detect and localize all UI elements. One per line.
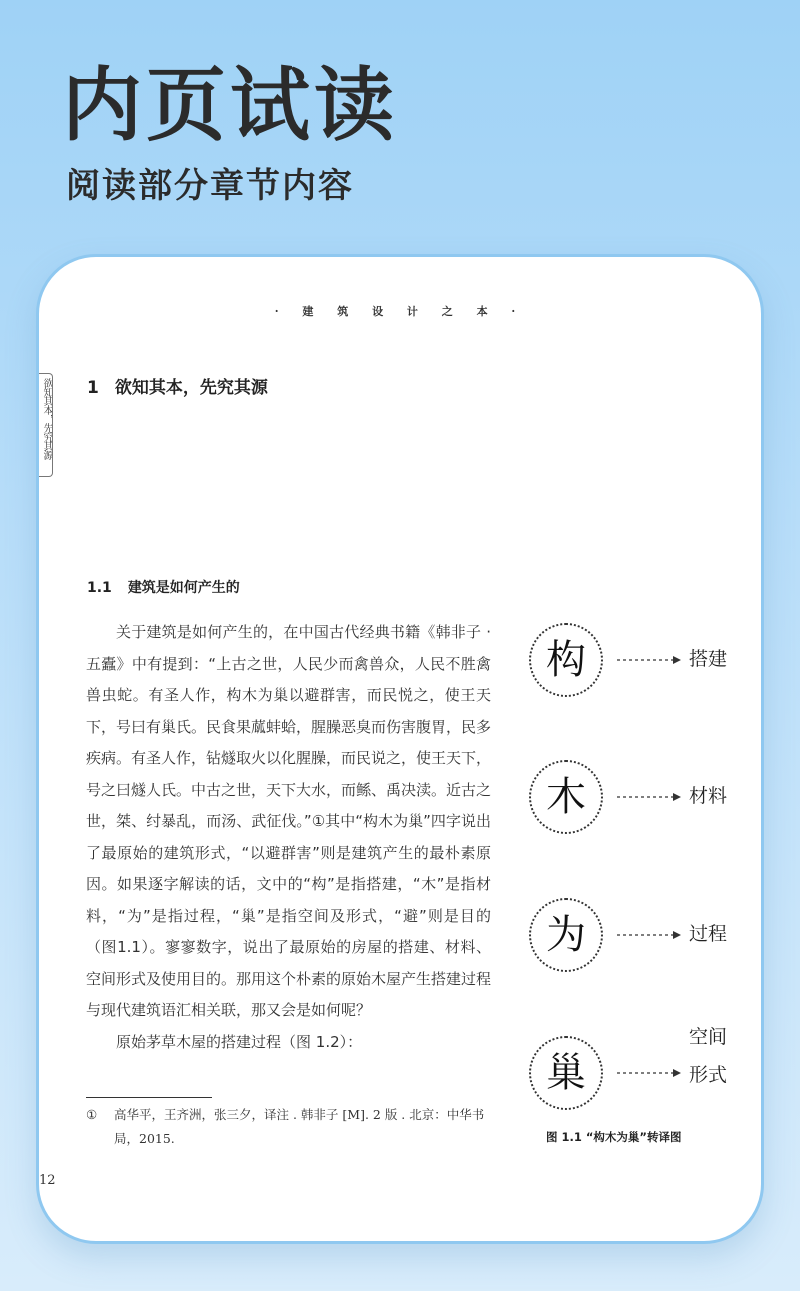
body-paragraph-2: 原始茅草木屋的搭建过程（图 1.2）： (116, 1032, 363, 1051)
dotted-arrow-icon (617, 791, 681, 803)
chapter-heading (87, 373, 268, 398)
footnote-marker: ① (86, 1107, 98, 1122)
char-circle: 构 (529, 623, 603, 697)
chapter-side-tab: 欲知其本，先究其源 (39, 373, 53, 477)
meaning-label: 过程 (689, 923, 728, 945)
book-page-card (36, 254, 764, 1244)
chapter-title: 欲知其本，先究其源 (114, 378, 268, 398)
figure-caption: 图 1.1 “构木为巢”转译图 (546, 1130, 682, 1144)
footnote (86, 1103, 491, 1151)
hero-subtitle: 阅读部分章节内容 (66, 166, 354, 206)
footnote-text: 高华平，王齐洲，张三夕，译注 . 韩非子 [M]. 2 版 . 北京：中华书局，2015. (114, 1107, 485, 1146)
figure-row-wei (529, 898, 759, 978)
figure-row-chao (529, 1026, 759, 1116)
body-paragraph-1: 关于建筑是如何产生的，在中国古代经典书籍《韩非子 · 五蠹》中有提到：“上古之世，人民少而禽兽众，人民不胜禽兽虫蛇。有圣人作，构木为巢以避群害，而民悦之，使王天下，号曰有巢氏。民食果蓏蚌蛤，腥臊恶臭而伤害腹胃，民多疾病。有圣人作，钻燧取火以化腥臊，而民说之，使王天下，号之曰燧人氏。中古之世，天下大水，而鲧、禹决渎。近古之世，桀、纣暴乱，而汤、武征伐。”①其中“构木为巢”四字说出了最原始的建筑形式，“以避群害”则是建筑产生的最朴素原因。如果逐字解读的话，文中的“构”是指搭建，“木”是指材料，“为”是指过程，“巢”是指空间及形式，“避”则是目的（图1.1）。寥寥数字，说出了最原始的房屋的搭建、材料、空间形式及使用目的。那用这个朴素的原始木屋产生搭建过程与现代建筑语汇相关联，那又会是如何呢？ (86, 623, 492, 1019)
page-number: 12 (39, 1173, 56, 1188)
section-number: 1.1 (87, 580, 112, 596)
section-heading (87, 577, 240, 597)
char-circle: 巢 (529, 1036, 603, 1110)
figure-row-mu (529, 760, 759, 840)
hero-title: 内页试读 (62, 59, 398, 152)
chapter-number: 1 (87, 378, 99, 398)
dotted-arrow-icon (617, 1067, 681, 1079)
running-header: · 建 筑 设 计 之 本 · (274, 305, 526, 318)
meaning-label: 搭建 (689, 648, 728, 670)
meaning-label: 空间形式 (689, 1026, 728, 1086)
dotted-arrow-icon (617, 929, 681, 941)
meaning-label: 材料 (689, 785, 728, 807)
dotted-arrow-icon (617, 654, 681, 666)
footnote-divider (86, 1097, 212, 1098)
body-text (86, 617, 491, 1058)
char-circle: 木 (529, 760, 603, 834)
figure-row-gou (529, 623, 759, 703)
section-title: 建筑是如何产生的 (127, 580, 240, 596)
char-circle: 为 (529, 898, 603, 972)
